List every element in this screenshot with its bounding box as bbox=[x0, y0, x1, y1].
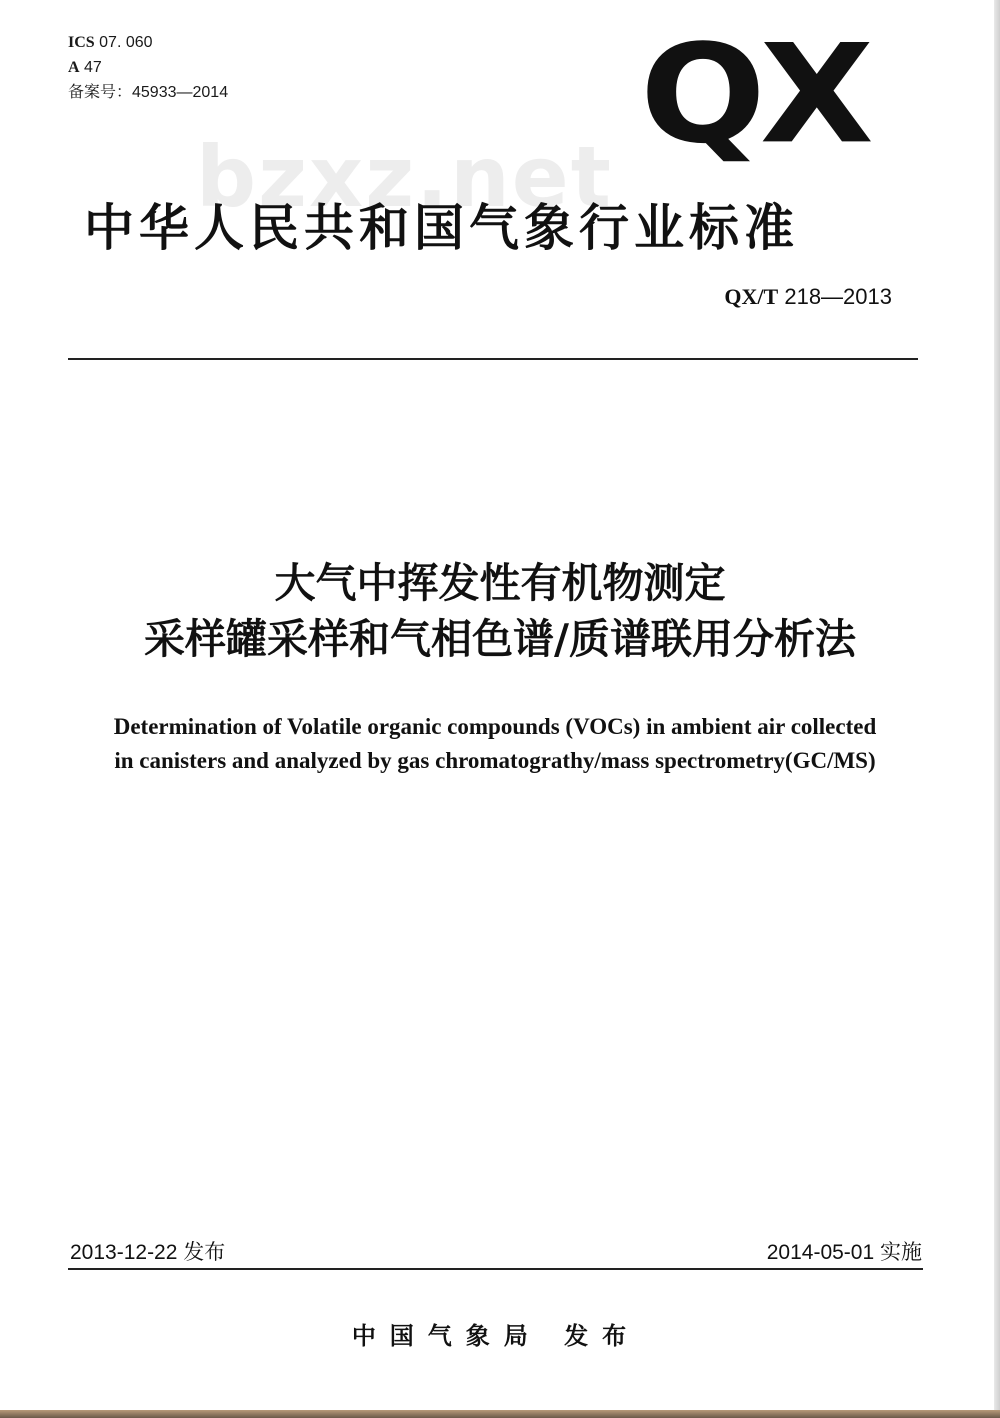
standard-category-title: 中华人民共和国气象行业标准 bbox=[84, 199, 799, 257]
english-title bbox=[0, 710, 990, 778]
record-number: 备案号：45933—2014 bbox=[68, 84, 229, 101]
footer-divider bbox=[68, 1268, 923, 1270]
header-divider bbox=[68, 358, 918, 360]
page-edge-bottom bbox=[0, 1410, 1000, 1418]
implementation-date: 2014-05-01 实施 bbox=[766, 1241, 922, 1264]
class-value: 47 bbox=[84, 59, 102, 76]
publisher: 中国气象局 发布 bbox=[351, 1322, 641, 1350]
chinese-title-line-1: 大气中挥发性有机物测定 bbox=[274, 559, 726, 607]
ics-value: 07. 060 bbox=[99, 34, 153, 51]
standard-number bbox=[724, 284, 892, 310]
watermark: bzxz.net bbox=[196, 128, 613, 226]
classification-block bbox=[68, 30, 228, 105]
english-title-line-2: in canisters and analyzed by gas chromatograthy/mass spectrometry(GC/MS) bbox=[114, 748, 876, 773]
page-edge-right bbox=[994, 0, 1000, 1418]
issue-date: 2013-12-22 发布 bbox=[70, 1241, 226, 1264]
ics-code bbox=[68, 30, 228, 55]
chinese-title-line-2: 采样罐采样和气相色谱/质谱联用分析法 bbox=[144, 615, 856, 663]
ics-label: ICS bbox=[68, 34, 95, 51]
chinese-title bbox=[0, 555, 1000, 667]
english-title-line-1: Determination of Volatile organic compounds (VOCs) in ambient air collected bbox=[113, 714, 877, 739]
class-code bbox=[68, 55, 228, 80]
qx-logo: QX bbox=[640, 15, 868, 174]
standard-number-value: 218—2013 bbox=[784, 284, 892, 309]
standard-prefix: QX/T bbox=[724, 284, 779, 309]
class-label: A bbox=[68, 59, 80, 76]
